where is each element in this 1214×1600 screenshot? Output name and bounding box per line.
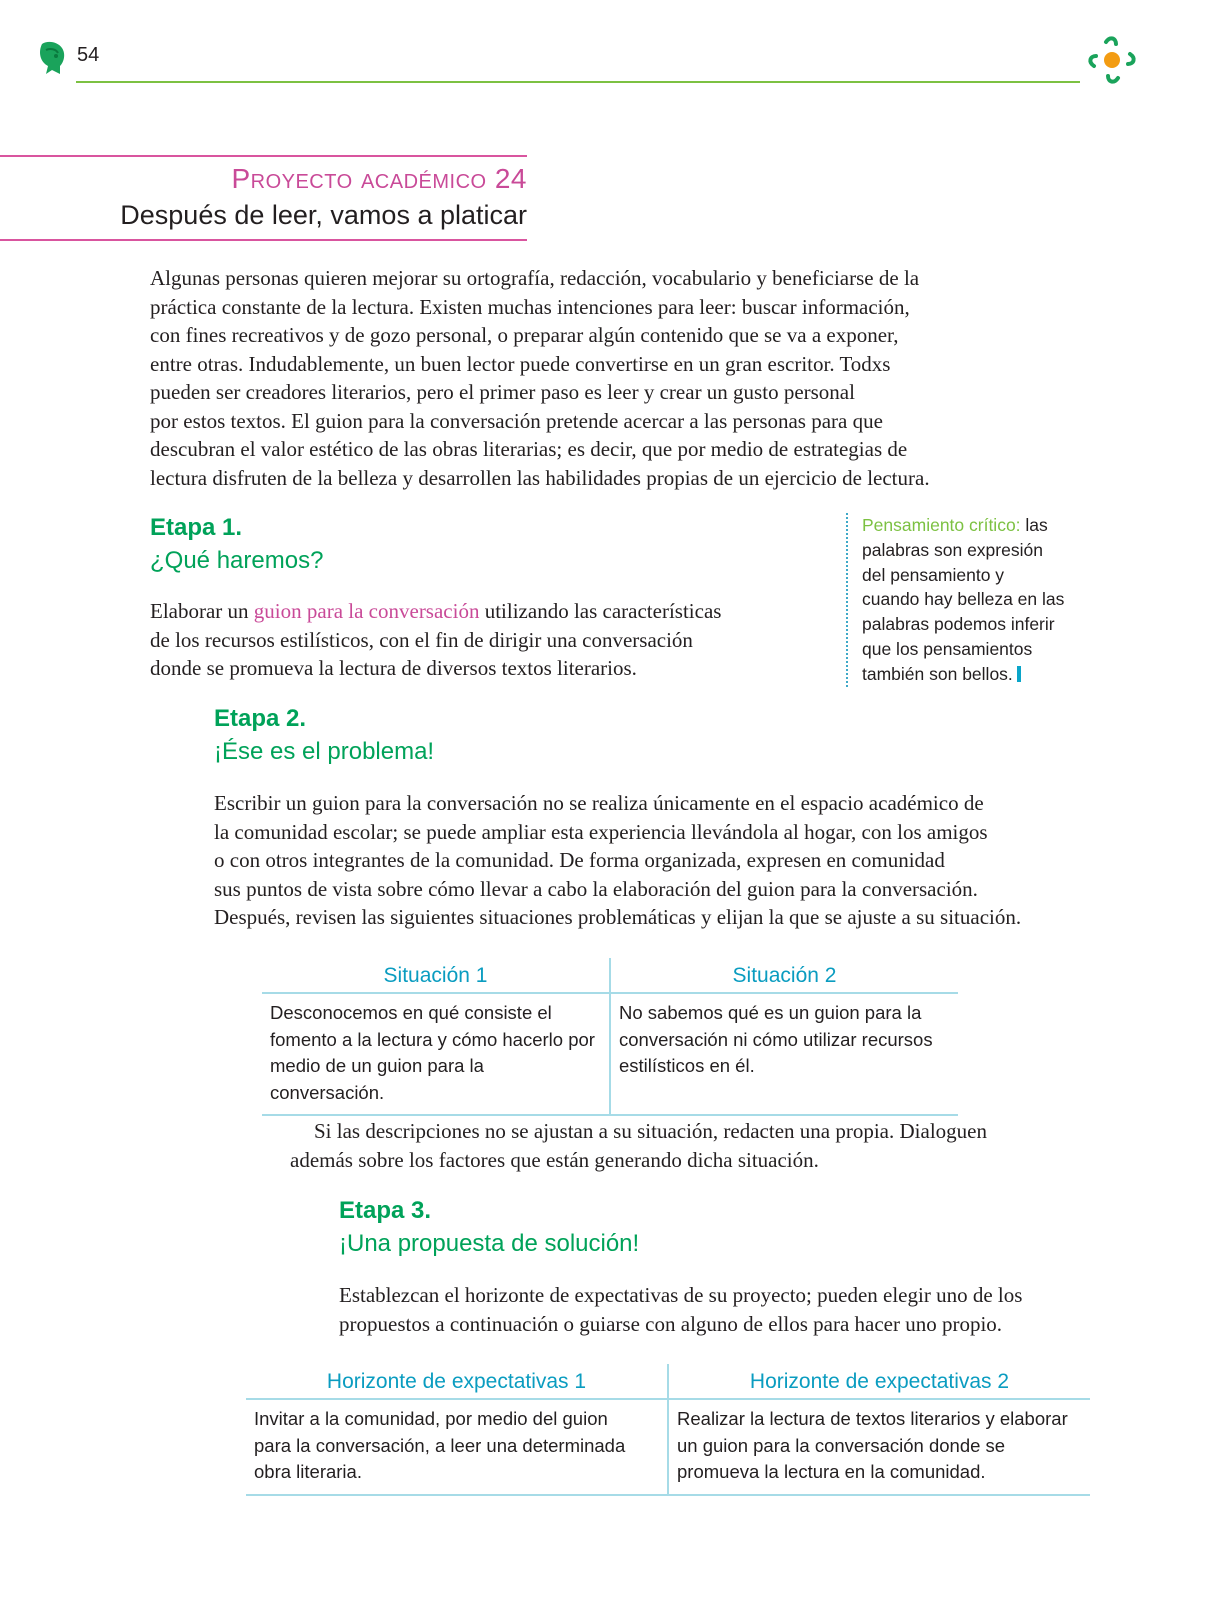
stage1-line: de los recursos estilísticos, con el fin de dirigir una conversación: [150, 627, 693, 652]
stage2-line: la comunidad escolar; se puede ampliar esta experiencia llevándola al hogar, con los amigos: [214, 819, 988, 844]
stage1-subtitle: ¿Qué haremos?: [150, 547, 324, 574]
situation2-cell: [610, 993, 958, 1115]
intro-line: entre otras. Indudablemente, un buen lector puede convertirse en un gran escritor. Todxs: [150, 351, 891, 376]
intro-line: descubran el valor estético de las obras literarias; es decir, que por medio de estrategias de: [150, 437, 908, 461]
note-highlight: Pensamiento crítico:: [862, 515, 1021, 535]
intro-paragraph: [150, 264, 1030, 492]
note-line: que los pensamientos: [862, 638, 1033, 659]
situation2-header: Situación 2: [610, 958, 958, 993]
intro-line: por estos textos. El guion para la conversación pretende acercar a las personas para que: [150, 408, 883, 433]
situation1-cell: [262, 993, 610, 1115]
intro-line: práctica constante de la lectura. Existen muchas intenciones para leer: buscar información,: [150, 294, 910, 319]
stage3-line: Establezcan el horizonte de expectativas de su proyecto; pueden elegir uno de los: [339, 1283, 1023, 1307]
stage3-line: propuestos a continuación o guiarse con alguno de ellos para hacer uno propio.: [339, 1311, 1003, 1336]
note-line: las: [1020, 515, 1048, 535]
stage1-text: utilizando las características: [479, 599, 722, 623]
note-line: palabras son expresión: [862, 539, 1043, 560]
expectation2-cell: [668, 1399, 1090, 1495]
intro-line: lectura disfruten de la belleza y desarrollen las habilidades propias de un ejercicio de lectura.: [150, 465, 930, 490]
stage2-line: sus puntos de vista sobre cómo llevar a cabo la elaboración del guion para la conversación.: [214, 876, 978, 901]
intro-line: pueden ser creadores literarios, pero el primer paso es leer y crear un gusto personal: [150, 380, 855, 404]
critical-thinking-note: [846, 513, 1106, 687]
cell-line: medio de un guion para la conversación.: [270, 1055, 484, 1103]
expectation1-cell: [246, 1399, 668, 1495]
stage2-subtitle: ¡Ése es el problema!: [214, 738, 435, 765]
stage2-paragraph: [214, 789, 1094, 932]
expectation2-header: Horizonte de expectativas 2: [668, 1364, 1090, 1399]
situations-table: [262, 958, 958, 1116]
stage2-line: o con otros integrantes de la comunidad. De forma organizada, expresen en comunidad: [214, 848, 945, 872]
page-number: 54: [77, 44, 100, 66]
note-line: del pensamiento y: [862, 564, 1005, 585]
title-rule-top: [0, 155, 527, 157]
note-line: cuando hay belleza en las: [862, 589, 1065, 610]
stage1-highlight: guion para la conversación: [253, 599, 480, 623]
note-line: palabras podemos inferir: [862, 614, 1055, 635]
stage2-line: Escribir un guion para la conversación no se realiza únicamente en el espacio académico de: [214, 791, 984, 815]
cell-line: fomento a la lectura y cómo hacerlo por: [270, 1028, 595, 1050]
intro-line: Algunas personas quieren mejorar su ortografía, redacción, vocabulario y beneficiarse de la: [150, 266, 920, 290]
cell-line: Desconocemos en qué consiste el: [270, 1002, 552, 1023]
cell-line: promueva la lectura en la comunidad.: [677, 1461, 986, 1482]
stage1-paragraph: [150, 597, 810, 683]
cell-line: No sabemos qué es un guion para la: [619, 1002, 922, 1023]
cell-line: estilísticos en él.: [619, 1055, 755, 1076]
expectations-table: [246, 1364, 1090, 1496]
stage2-after-paragraph: [290, 1117, 1090, 1174]
cell-line: para la conversación, a leer una determinada: [254, 1434, 626, 1456]
stage1-label: Etapa 1.: [150, 514, 243, 541]
title-rule-bottom: [0, 239, 527, 241]
stage1-line: donde se promueva la lectura de diversos textos literarios.: [150, 656, 637, 680]
project-title: Después de leer, vamos a platicar: [120, 200, 527, 230]
note-line: también son bellos.: [862, 663, 1013, 684]
stage2-label: Etapa 2.: [214, 705, 307, 732]
header-rule: [76, 81, 1080, 83]
stage3-subtitle: ¡Una propuesta de solución!: [339, 1230, 640, 1257]
stage1-text: Elaborar un: [150, 599, 254, 623]
stage2-line: Después, revisen las siguientes situaciones problemáticas y elijan la que se ajuste a su situación.: [214, 905, 1022, 929]
intro-line: con fines recreativos y de gozo personal, o preparar algún contenido que se va a exponer,: [150, 323, 899, 347]
stage3-paragraph: [339, 1281, 1099, 1338]
situation1-header: Situación 1: [262, 958, 610, 993]
after-line: Si las descripciones no se ajustan a su situación, redacten una propia. Dialoguen: [314, 1119, 987, 1143]
mascot-icon: [36, 40, 68, 76]
cell-line: conversación ni cómo utilizar recursos: [619, 1028, 933, 1050]
flower-logo-icon: [1086, 34, 1138, 86]
after-line: además sobre los factores que están generando dicha situación.: [290, 1147, 819, 1172]
stage3-label: Etapa 3.: [339, 1197, 432, 1224]
cell-line: un guion para la conversación donde se: [677, 1434, 1006, 1456]
cell-line: obra literaria.: [254, 1461, 362, 1482]
end-mark-icon: [1017, 666, 1021, 682]
project-kicker: Proyecto académico 24: [231, 163, 527, 194]
expectation1-header: Horizonte de expectativas 1: [246, 1364, 668, 1399]
cell-line: Realizar la lectura de textos literarios y elaborar: [677, 1408, 1068, 1429]
cell-line: Invitar a la comunidad, por medio del guion: [254, 1408, 608, 1429]
